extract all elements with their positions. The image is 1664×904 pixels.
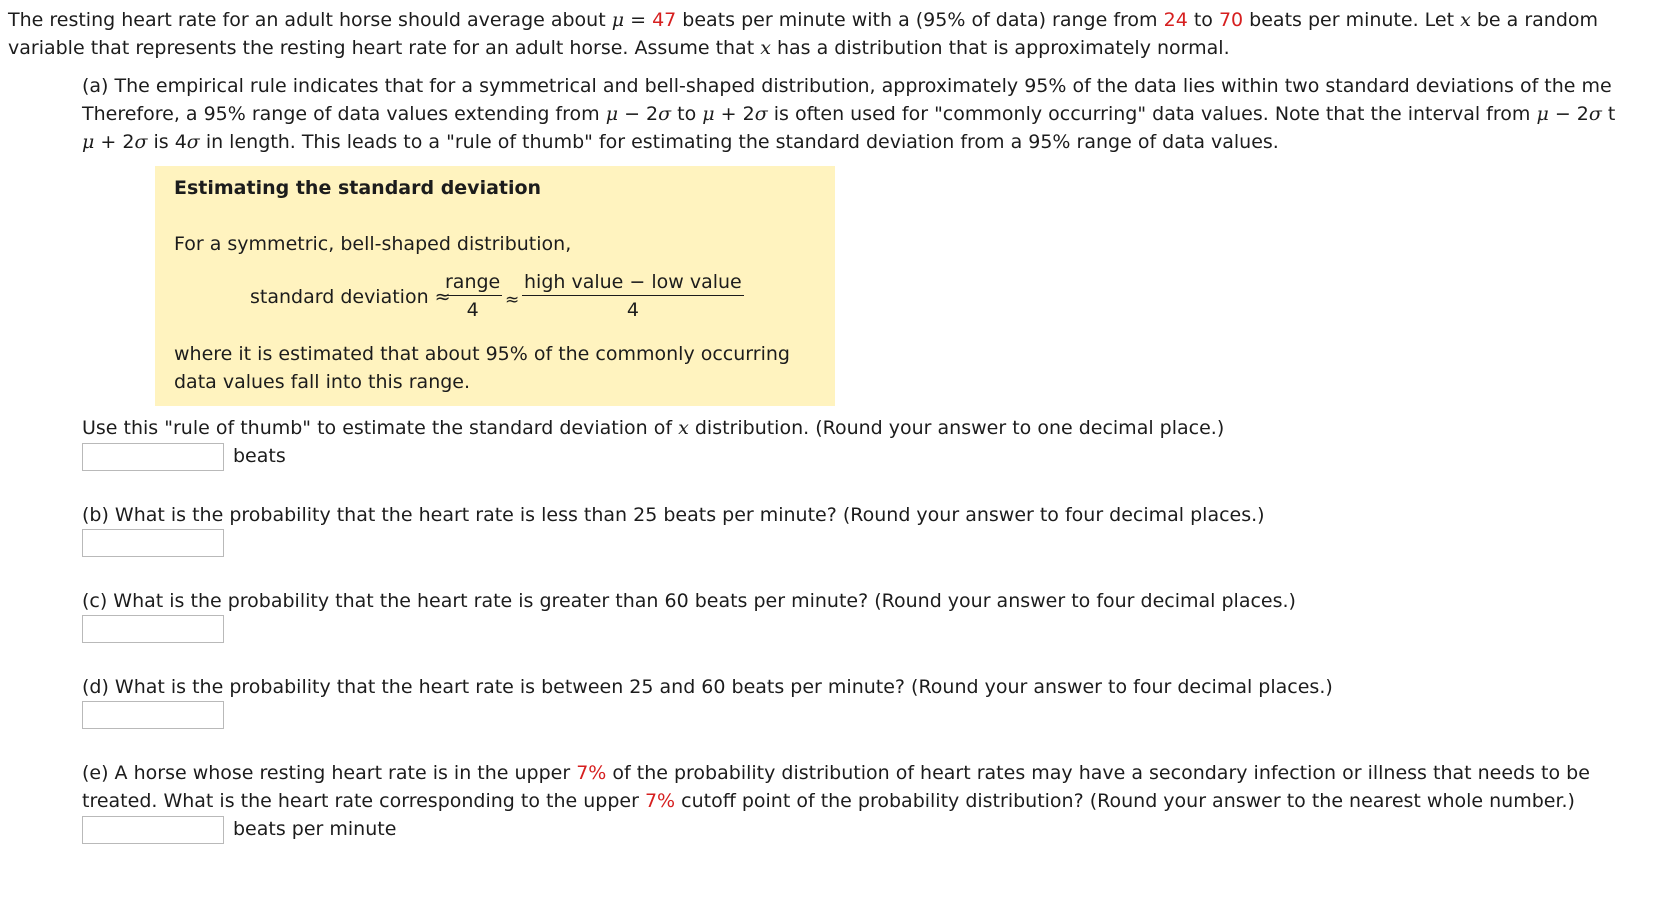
fraction-high-minus-low-over-4 — [522, 270, 744, 324]
infobox-note-line-2: data values fall into this range. — [174, 371, 471, 393]
part-a-text: − 2 — [618, 103, 659, 125]
answer-c-input[interactable] — [82, 615, 224, 643]
answer-e-input[interactable] — [82, 816, 224, 844]
part-a-text: + 2 — [714, 103, 755, 125]
intro-line-1 — [8, 6, 1598, 34]
answer-a-unit: beats — [233, 445, 286, 467]
question-text: distribution. (Round your answer to one decimal place.) — [688, 417, 1225, 439]
mu-symbol: μ — [1536, 103, 1549, 125]
upper-percent-value: 7% — [644, 790, 676, 812]
part-a-text: Therefore, a 95% range of data values extending from — [82, 103, 606, 125]
sd-formula — [250, 271, 810, 334]
answer-e-unit: beats per minute — [233, 818, 397, 840]
intro-text: beats per minute. Let — [1243, 9, 1461, 31]
mu-symbol: μ — [702, 103, 715, 125]
infobox-note-line-1: where it is estimated that about 95% of the commonly occurring — [174, 343, 790, 365]
question-a — [82, 414, 1224, 442]
estimating-sd-infobox — [155, 166, 835, 406]
answer-b-input[interactable] — [82, 529, 224, 557]
fraction-numerator: high value − low value — [522, 270, 744, 296]
infobox-subtitle: For a symmetric, bell-shaped distribution, — [174, 233, 572, 255]
fraction-numerator: range — [443, 270, 502, 296]
intro-text: be a random — [1470, 9, 1599, 31]
question-e-line-2 — [82, 787, 1575, 815]
part-a-line-2 — [82, 100, 1615, 128]
intro-text: has a distribution that is approximately normal. — [770, 37, 1230, 59]
intro-line-2 — [8, 34, 1230, 62]
x-variable: x — [678, 417, 689, 439]
part-a-text: is often used for "commonly occurring" data values. Note that the interval from — [767, 103, 1537, 125]
part-a-text: t — [1601, 103, 1616, 125]
range-low-value: 24 — [1163, 9, 1188, 31]
intro-text: to — [1187, 9, 1219, 31]
question-text: Use this "rule of thumb" to estimate the standard deviation of — [82, 417, 679, 439]
x-variable: x — [760, 37, 771, 59]
mu-symbol: μ — [82, 131, 95, 153]
intro-text: The resting heart rate for an adult horse should average about — [8, 9, 612, 31]
sigma-symbol: σ — [1588, 103, 1602, 125]
question-text: of the probability distribution of heart rates may have a secondary infection or illness that needs to be — [606, 762, 1590, 784]
formula-label: standard deviation ≈ — [250, 286, 451, 308]
part-a-line-1: (a) The empirical rule indicates that for a symmetrical and bell-shaped distribution, approximately 95% of the data lies within two standard deviations of the me — [82, 75, 1612, 97]
upper-percent-value: 7% — [576, 762, 607, 784]
part-a-line-3 — [82, 128, 1279, 156]
approx-symbol: ≈ — [505, 290, 520, 310]
question-b: (b) What is the probability that the heart rate is less than 25 beats per minute? (Round your answer to four decimal places.) — [82, 504, 1265, 526]
question-d: (d) What is the probability that the heart rate is between 25 and 60 beats per minute? (Round your answer to four decimal places.) — [82, 676, 1333, 698]
range-high-value: 70 — [1218, 9, 1244, 31]
part-a-text: in length. This leads to a "rule of thumb" for estimating the standard deviation from a 95% range of data values. — [199, 131, 1279, 153]
sigma-symbol: σ — [186, 131, 200, 153]
mean-value: 47 — [652, 9, 677, 31]
answer-a-input[interactable] — [82, 443, 224, 471]
answer-d-input[interactable] — [82, 701, 224, 729]
sigma-symbol: σ — [754, 103, 768, 125]
question-text: (e) A horse whose resting heart rate is in the upper — [82, 762, 577, 784]
question-c: (c) What is the probability that the heart rate is greater than 60 beats per minute? (Round your answer to four decimal places.) — [82, 590, 1296, 612]
intro-text: beats per minute with a (95% of data) range from — [676, 9, 1164, 31]
mu-symbol: μ — [611, 9, 625, 31]
question-text: cutoff point of the probability distribution? (Round your answer to the nearest whole number.) — [675, 790, 1575, 812]
sigma-symbol: σ — [134, 131, 148, 153]
part-a-text: to — [671, 103, 703, 125]
part-a-text: is 4 — [147, 131, 187, 153]
question-text: treated. What is the heart rate corresponding to the upper — [82, 790, 645, 812]
x-variable: x — [1460, 9, 1471, 31]
intro-text: variable that represents the resting heart rate for an adult horse. Assume that — [8, 37, 761, 59]
mu-symbol: μ — [605, 103, 619, 125]
fraction-denominator: 4 — [466, 299, 479, 321]
infobox-title: Estimating the standard deviation — [174, 177, 542, 199]
fraction-denominator: 4 — [626, 299, 639, 321]
part-a-text: − 2 — [1548, 103, 1589, 125]
sigma-symbol: σ — [658, 103, 672, 125]
question-e-line-1 — [82, 759, 1590, 787]
fraction-range-over-4 — [443, 270, 502, 324]
equals-sign: = — [624, 9, 653, 31]
part-a-text: + 2 — [94, 131, 135, 153]
